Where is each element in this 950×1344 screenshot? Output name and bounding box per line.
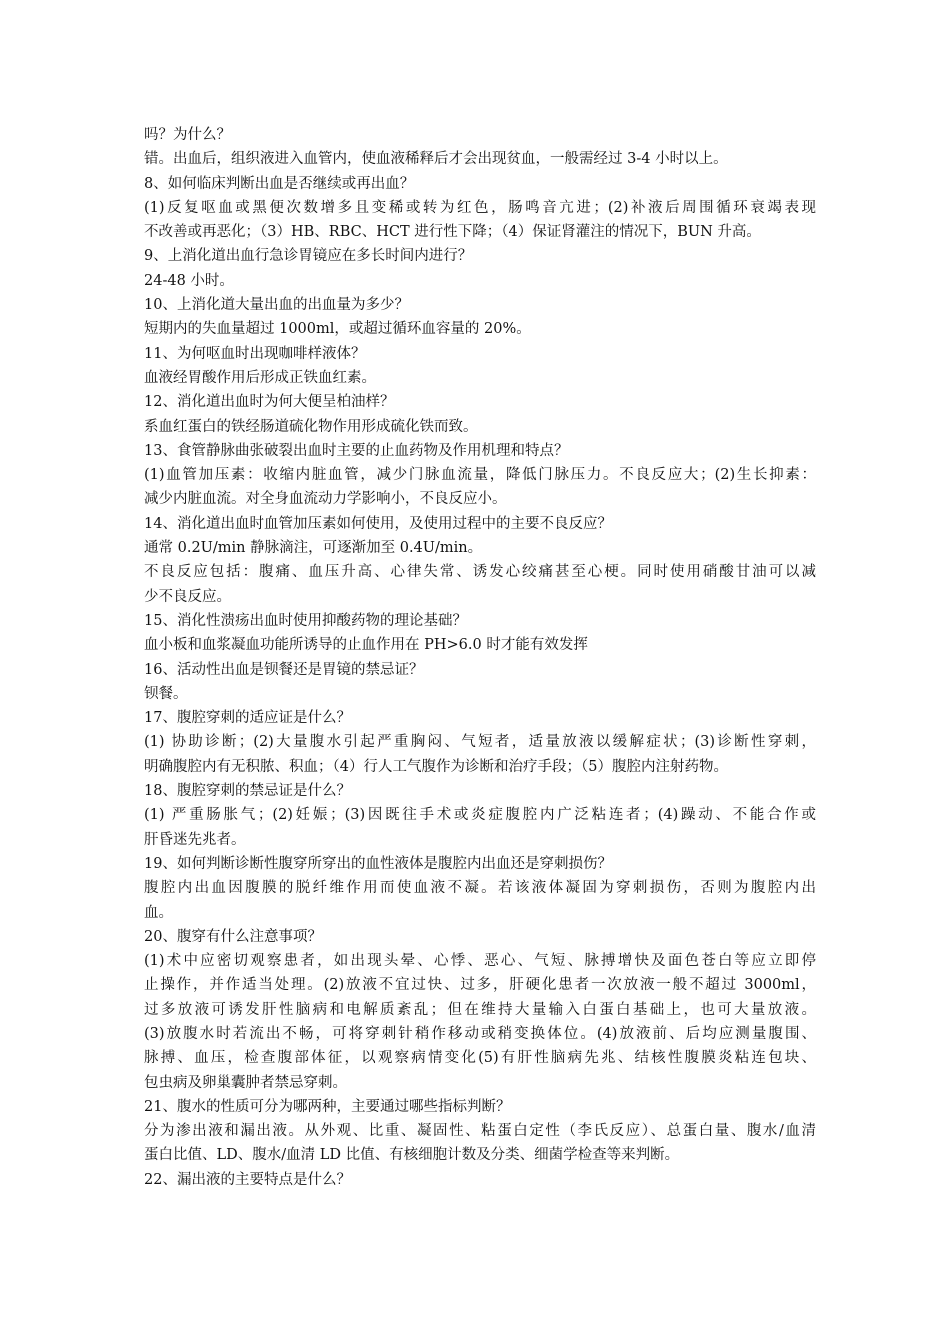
text-line: 13、食管静脉曲张破裂出血时主要的止血药物及作用机理和特点？ [144, 442, 569, 459]
text-line: 9、上消化道出血行急诊胃镜应在多长时间内进行？ [144, 248, 473, 265]
text-line: 不良反应包括：腹痛、血压升高、心律失常、诱发心绞痛甚至心梗。同时使用硝酸甘油可以减 [144, 564, 816, 581]
text-line: 血。 [144, 904, 173, 921]
text-line: (3)放腹水时若流出不畅，可将穿刺针稍作移动或稍变换体位。(4)放液前、后均应测量腹围、 [144, 1025, 816, 1042]
text-line: 短期内的失血量超过 1000ml，或超过循环血容量的 20%。 [144, 321, 531, 338]
text-line: 11、为何呕血时出现咖啡样液体？ [144, 345, 366, 362]
text-line: (1)反复呕血或黑便次数增多且变稀或转为红色，肠鸣音亢进；(2)补液后周围循环衰竭表现 [144, 199, 816, 216]
text-line: 不改善或再恶化；（3）HB、RBC、HCT 进行性下降；（4）保证肾灌注的情况下，BUN 升高。 [144, 224, 761, 241]
text-line: (1) 严重肠胀气；(2)妊娠；(3)因既往手术或炎症腹腔内广泛粘连者；(4)躁动、不能合作或 [144, 807, 816, 824]
text-line: 8、如何临床判断出血是否继续或再出血？ [144, 175, 415, 192]
text-line: 18、腹腔穿刺的禁忌证是什么？ [144, 783, 351, 800]
text-line: 血小板和血浆凝血功能所诱导的止血作用在 PH>6.0 时才能有效发挥 [144, 637, 588, 654]
document-body [144, 123, 816, 1192]
text-line: 减少内脏血流。对全身血流动力学影响小，不良反应小。 [144, 491, 507, 508]
text-line: (1)术中应密切观察患者，如出现头晕、心悸、恶心、气短、脉搏增快及面色苍白等应立即停 [144, 953, 816, 970]
text-line: 14、消化道出血时血管加压素如何使用，及使用过程中的主要不良反应？ [144, 515, 612, 532]
text-line: 16、活动性出血是钡餐还是胃镜的禁忌证？ [144, 661, 424, 678]
text-line: 钡餐。 [144, 685, 188, 702]
text-line: 明确腹腔内有无积脓、积血；（4）行人工气腹作为诊断和治疗手段；（5）腹腔内注射药物。 [144, 758, 728, 775]
text-line: 血液经胃酸作用后形成正铁血红素。 [144, 369, 376, 386]
text-line: 15、消化性溃疡出血时使用抑酸药物的理论基础？ [144, 612, 467, 629]
text-line: 12、消化道出血时为何大便呈柏油样？ [144, 394, 395, 411]
text-line: 22、漏出液的主要特点是什么？ [144, 1171, 351, 1188]
text-line: 19、如何判断诊断性腹穿所穿出的血性液体是腹腔内出血还是穿刺损伤？ [144, 855, 612, 872]
text-line: 肝昏迷先兆者。 [144, 831, 246, 848]
text-line: 20、腹穿有什么注意事项？ [144, 928, 322, 945]
text-line: 系血红蛋白的铁经肠道硫化物作用形成硫化铁而致。 [144, 418, 478, 435]
text-line: 过多放液可诱发肝性脑病和电解质紊乱；但在维持大量输入白蛋白基础上，也可大量放液。 [144, 1001, 816, 1018]
text-line: 吗？为什么？ [144, 127, 231, 143]
text-line: (1)血管加压素：收缩内脏血管，减少门脉血流量，降低门脉压力。不良反应大；(2)生长抑素： [144, 467, 816, 484]
text-line: 包虫病及卵巢囊肿者禁忌穿刺。 [144, 1074, 347, 1091]
text-line: 错。出血后，组织液进入血管内，使血液稀释后才会出现贫血，一般需经过 3-4 小时以上。 [144, 151, 728, 168]
text-line: (1) 协助诊断；(2)大量腹水引起严重胸闷、气短者，适量放液以缓解症状；(3)诊断性穿刺， [144, 734, 816, 751]
text-line: 21、腹水的性质可分为哪两种，主要通过哪些指标判断？ [144, 1098, 511, 1115]
text-line: 通常 0.2U/min 静脉滴注，可逐渐加至 0.4U/min。 [144, 540, 483, 557]
text-line: 止操作，并作适当处理。(2)放液不宜过快、过多，肝硬化患者一次放液一般不超过 3000ml， [144, 977, 816, 994]
text-line: 少不良反应。 [144, 588, 231, 605]
text-line: 24-48 小时。 [144, 272, 234, 289]
text-line: 17、腹腔穿刺的适应证是什么？ [144, 710, 351, 727]
text-line: 蛋白比值、LD、腹水/血清 LD 比值、有核细胞计数及分类、细菌学检查等来判断。 [144, 1147, 680, 1164]
text-line: 腹腔内出血因腹膜的脱纤维作用而使血液不凝。若该液体凝固为穿刺损伤，否则为腹腔内出 [144, 880, 816, 897]
text-line: 分为渗出液和漏出液。从外观、比重、凝固性、粘蛋白定性（李氏反应）、总蛋白量、腹水/血清 [144, 1123, 816, 1140]
text-line: 10、上消化道大量出血的出血量为多少？ [144, 297, 409, 314]
text-line: 脉搏、血压，检查腹部体征，以观察病情变化(5)有肝性脑病先兆、结核性腹膜炎粘连包块、 [144, 1050, 816, 1067]
